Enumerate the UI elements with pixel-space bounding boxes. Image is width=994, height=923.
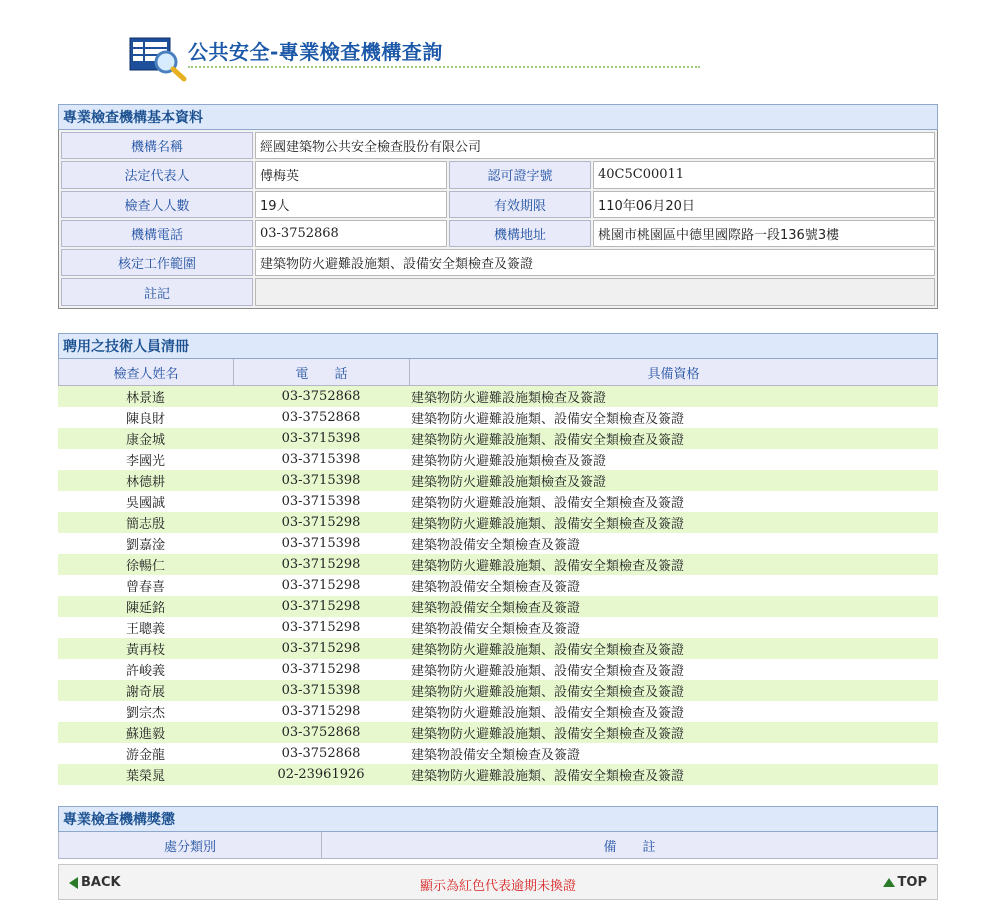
staff-qualification: 建築物防火避難設施類、設備安全類檢查及簽證 [411, 664, 685, 679]
table-row [58, 512, 938, 533]
table-row [58, 533, 938, 554]
staff-name: 簡志殷 [126, 517, 166, 532]
staff-phone: 03-3715298 [281, 515, 361, 530]
inspectors-label: 檢查人人數 [61, 191, 253, 218]
table-row [58, 386, 938, 407]
top-label: TOP [897, 875, 927, 890]
staff-phone: 03-3715298 [281, 599, 361, 614]
staff-table-header [58, 359, 938, 386]
table-row [58, 407, 938, 428]
org-name-value: 經國建築物公共安全檢查股份有限公司 [255, 132, 935, 159]
page-header [128, 30, 700, 82]
title-underline [188, 66, 700, 68]
valid-value: 110年06月20日 [593, 191, 935, 218]
staff-name: 黃再枝 [126, 643, 166, 658]
basic-info-title: 專業檢查機構基本資料 [58, 104, 938, 130]
expired-note: 顯示為紅色代表逾期未換證 [419, 879, 576, 894]
staff-qualification: 建築物設備安全類檢查及簽證 [411, 580, 581, 595]
staff-name: 謝奇展 [126, 685, 166, 700]
staff-phone: 03-3715298 [281, 620, 361, 635]
staff-qualification: 建築物防火避難設施類檢查及簽證 [411, 475, 607, 490]
staff-name: 徐暢仁 [126, 559, 166, 574]
staff-phone: 03-3752868 [281, 746, 361, 761]
addr-label: 機構地址 [449, 220, 591, 247]
awards-title: 專業檢查機構獎懲 [58, 806, 938, 832]
cert-value: 40C5C00011 [593, 161, 935, 188]
basic-info-section [58, 104, 938, 309]
staff-qualification: 建築物防火避難設施類檢查及簽證 [411, 454, 607, 469]
staff-phone: 03-3715398 [281, 683, 361, 698]
staff-qualification: 建築物設備安全類檢查及簽證 [411, 601, 581, 616]
cert-label: 認可證字號 [449, 161, 591, 188]
search-table-icon [128, 32, 188, 82]
staff-name: 許峻義 [126, 664, 166, 679]
staff-name: 李國光 [126, 454, 166, 469]
staff-phone: 03-3715298 [281, 557, 361, 572]
staff-name: 葉榮晁 [126, 769, 166, 784]
staff-qualification: 建築物防火避難設施類、設備安全類檢查及簽證 [411, 517, 685, 532]
staff-qualification: 建築物防火避難設施類、設備安全類檢查及簽證 [411, 706, 685, 721]
addr-value: 桃園市桃園區中德里國際路一段136號3樓 [593, 220, 935, 247]
staff-qualification: 建築物防火避難設施類、設備安全類檢查及簽證 [411, 727, 685, 742]
rep-label: 法定代表人 [61, 161, 253, 188]
staff-qualification: 建築物設備安全類檢查及簽證 [411, 748, 581, 763]
staff-name: 林景遙 [126, 391, 166, 406]
staff-qualification: 建築物防火避難設施類、設備安全類檢查及簽證 [411, 769, 685, 784]
staff-name: 吳國誠 [126, 496, 166, 511]
top-button[interactable] [883, 875, 927, 890]
phone-value: 03-3752868 [255, 220, 447, 247]
staff-name: 康金城 [126, 433, 166, 448]
staff-name: 蘇進毅 [126, 727, 166, 742]
staff-qualification: 建築物設備安全類檢查及簽證 [411, 538, 581, 553]
staff-phone: 03-3752868 [281, 725, 361, 740]
col-phone-header: 電 話 [234, 359, 410, 385]
table-row [58, 470, 938, 491]
staff-name: 劉宗杰 [126, 706, 166, 721]
staff-qualification: 建築物防火避難設施類、設備安全類檢查及簽證 [411, 685, 685, 700]
table-row [58, 596, 938, 617]
col-name-header: 檢查人姓名 [59, 359, 234, 385]
staff-qualification: 建築物設備安全類檢查及簽證 [411, 622, 581, 637]
page-title: 公共安全-專業檢查機構查詢 [188, 40, 443, 64]
org-name-label: 機構名稱 [61, 132, 253, 159]
table-row [58, 428, 938, 449]
staff-phone: 03-3715398 [281, 494, 361, 509]
staff-qualification: 建築物防火避難設施類檢查及簽證 [411, 391, 607, 406]
staff-phone: 03-3715298 [281, 578, 361, 593]
staff-qualification: 建築物防火避難設施類、設備安全類檢查及簽證 [411, 559, 685, 574]
table-row [58, 722, 938, 743]
staff-phone: 03-3715398 [281, 431, 361, 446]
valid-label: 有效期限 [449, 191, 591, 218]
staff-phone: 03-3715298 [281, 641, 361, 656]
scope-label: 核定工作範圍 [61, 249, 253, 276]
staff-qualification: 建築物防火避難設施類、設備安全類檢查及簽證 [411, 496, 685, 511]
staff-phone: 03-3715398 [281, 473, 361, 488]
table-row [58, 701, 938, 722]
col-type-header: 處分類別 [59, 832, 322, 858]
staff-name: 林德耕 [126, 475, 166, 490]
staff-phone: 03-3715298 [281, 704, 361, 719]
table-row [58, 491, 938, 512]
awards-section [58, 806, 938, 859]
table-row [58, 743, 938, 764]
staff-name: 游金龍 [126, 748, 166, 763]
staff-qualification: 建築物防火避難設施類、設備安全類檢查及簽證 [411, 412, 685, 427]
basic-info-grid [58, 130, 938, 309]
top-arrow-icon [883, 878, 895, 887]
staff-name: 陳延銘 [126, 601, 166, 616]
awards-table-header [58, 832, 938, 859]
table-row [58, 617, 938, 638]
staff-name: 曾春喜 [126, 580, 166, 595]
scope-value: 建築物防火避難設施類、設備安全類檢查及簽證 [255, 249, 935, 276]
staff-name: 劉嘉淦 [126, 538, 166, 553]
table-row [58, 575, 938, 596]
table-row [58, 638, 938, 659]
staff-phone: 03-3715298 [281, 662, 361, 677]
inspectors-value: 19人 [255, 191, 447, 218]
col-qual-header: 具備資格 [647, 366, 700, 382]
staff-phone: 03-3715398 [281, 536, 361, 551]
staff-phone: 03-3752868 [281, 410, 361, 425]
staff-phone: 03-3715398 [281, 452, 361, 467]
table-row [58, 659, 938, 680]
staff-name: 王聰義 [126, 622, 166, 637]
staff-phone: 02-23961926 [277, 767, 365, 782]
staff-phone: 03-3752868 [281, 389, 361, 404]
table-row [58, 554, 938, 575]
remark-value [255, 278, 935, 305]
staff-section [58, 333, 938, 785]
table-row [58, 680, 938, 701]
staff-name: 陳良財 [126, 412, 166, 427]
staff-table-body [58, 386, 938, 785]
phone-label: 機構電話 [61, 220, 253, 247]
staff-qualification: 建築物防火避難設施類、設備安全類檢查及簽證 [411, 433, 685, 448]
staff-title: 聘用之技術人員清冊 [58, 333, 938, 359]
remark-label: 註記 [61, 278, 253, 305]
table-row [58, 764, 938, 785]
back-label: BACK [81, 875, 121, 890]
table-row [58, 449, 938, 470]
rep-value: 傅梅英 [255, 161, 447, 188]
staff-qualification: 建築物防火避難設施類、設備安全類檢查及簽證 [411, 643, 685, 658]
footer-bar [58, 864, 938, 900]
col-remark-header: 備 註 [603, 839, 656, 855]
